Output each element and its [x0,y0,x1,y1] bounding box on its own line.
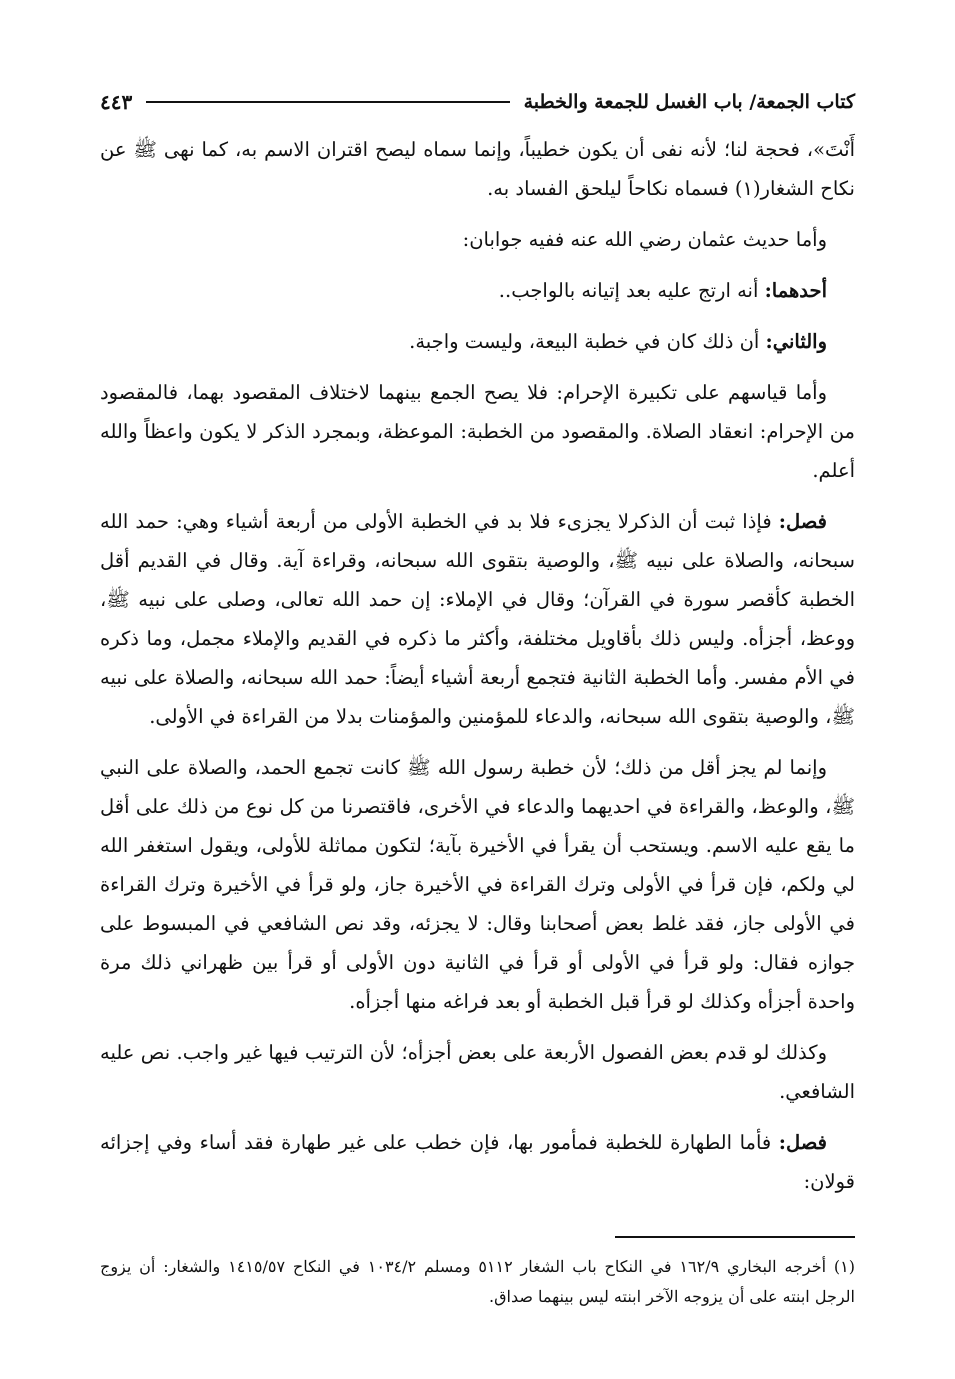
paragraph-text: فأما الطهارة للخطبة فمأمور بها، فإن خطب على غير طهارة فقد أساء وفي إجزائه قولان: [100,1131,855,1193]
footnote [100,1252,855,1312]
paragraph-text: أَنْتَ»، فحجة لنا؛ لأنه نفى أن يكون خطيباً، وإنما سماه ليصح اقتران الاسم به، كما نهى ﷺ عن نكاح الشغار(١) فسماه نكاحاً ليلحق الفساد به. [100,138,855,200]
header-rule [146,101,509,103]
paragraph-text: أن ذلك كان في خطبة البيعة، وليست واجبة. [409,330,766,353]
paragraph-text: فإذا ثبت أن الذكرلا يجزىء فلا بد في الخطبة الأولى من أربعة أشياء وهي: حمد الله سبحانه، والصلاة على نبيه ﷺ، والوصية بتقوى الله سبحانه، وقراءة آية. وقال في القديم أقل الخطبة كأقصر سورة في القرآن؛ وقال في الإملاء: إن حمد الله تعالى، وصلى على نبيه ﷺ، ووعظ، أجزأه. وليس ذلك بأقاويل مختلفة، وأكثر ما ذكره في القديم والإملاء مجمل، وما ذكره في الأم مفسر. وأما الخطبة الثانية فتجمع أربعة أشياء أيضاً: حمد الله سبحانه، والصلاة على نبيه ﷺ، والوصية بتقوى الله سبحانه، والدعاء للمؤمنين والمؤمنات بدلا من القراءة في الأولى. [100,510,855,728]
paragraph-text: وإنما لم يجز أقل من ذلك؛ لأن خطبة رسول الله ﷺ كانت تجمع الحمد، والصلاة على النبي ﷺ، والوعظ، والقراءة في احديهما والدعاء في الأخرى، فاقتصرنا من كل نوع من ذلك على أقل ما يقع عليه الاسم. ويستحب أن يقرأ في الأخيرة بآية؛ لتكون مماثلة للأولى، ويقول استغفر الله لي ولكم، فإن قرأ في الأولى وترك القراءة في الأخيرة جاز، ولو قرأ في الأخيرة وترك القراءة في الأولى جاز، فقد غلط بعض أصحابنا وقال: لا يجزئه، وقد نص الشافعي في المبسوط على جوازه فقال: ولو قرأ في الأولى أو قرأ في الثانية دون الأولى أو قرأ بين ظهراني ذلك مرة واحدة أجزأه وكذلك لو قرأ قبل الخطبة أو بعد فراغه منها أجزأه. [100,756,855,1013]
paragraph-lead: فصل: [778,510,827,533]
page-number: ٤٤٣ [100,90,133,114]
paragraph [100,271,855,310]
paragraph-text: وأما قياسهم على تكبيرة الإحرام: فلا يصح الجمع بينهما لاختلاف المقصود بهما، فالمقصود من الإحرام: انعقاد الصلاة. والمقصود من الخطبة: الموعظة، وبمجرد الذكر لا يكون واعظاً والله أعلم. [100,381,855,482]
paragraph [100,130,855,208]
paragraph-lead: فصل: [778,1131,827,1154]
paragraph-text: أنه ارتج عليه بعد إتيانه بالواجب.. [498,279,765,302]
paragraph [100,373,855,490]
paragraph [100,748,855,1021]
footnote-text: (١) أخرجه البخاري ١٦٢/٩ في النكاح باب الشغار ٥١١٢ ومسلم ١٠٣٤/٢ في النكاح ١٤١٥/٥٧ والشغار: أن يزوج الرجل ابنته على أن يزوجه الآخر ابنته ليس بينهما صداق. [100,1257,856,1306]
running-header [100,82,855,122]
paragraph-lead: والثاني: [765,330,827,353]
body-text [100,130,855,1213]
paragraph-text: وأما حديث عثمان رضي الله عنه ففيه جوابان: [462,228,827,251]
header-title: كتاب الجمعة/ باب الغسل للجمعة والخطبة [523,91,855,113]
paragraph-lead: أحدهما: [764,279,827,302]
paragraph [100,220,855,259]
footnote-rule [615,1236,855,1238]
paragraph-text: وكذلك لو قدم بعض الفصول الأربعة على بعض أجزأه؛ لأن الترتيب فيها غير واجب. نص عليه الشافعي. [100,1041,855,1103]
paragraph [100,322,855,361]
paragraph [100,502,855,736]
paragraph [100,1033,855,1111]
paragraph [100,1123,855,1201]
